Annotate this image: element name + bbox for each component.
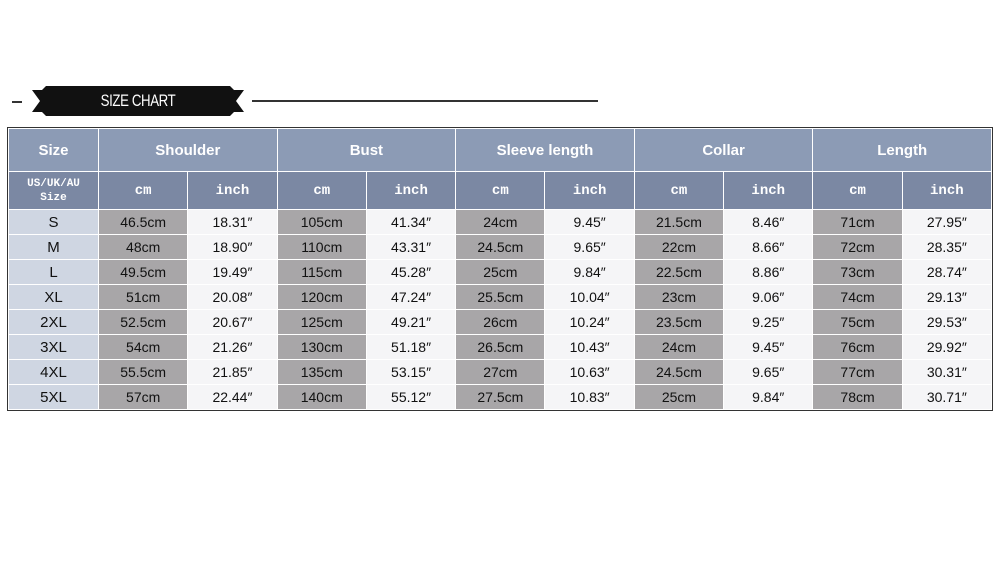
cm-value-cell: 27cm — [456, 360, 545, 385]
header-size-region — [9, 172, 99, 210]
inch-value-cell: 29.13″ — [902, 285, 991, 310]
unit-inch: inch — [545, 172, 634, 210]
size-cell: S — [9, 210, 99, 235]
unit-inch: inch — [724, 172, 813, 210]
unit-header-row — [9, 172, 992, 210]
size-chart-ribbon — [32, 86, 244, 116]
size-region-sublabel: Size — [40, 191, 67, 204]
size-chart-title: SIZE CHART — [100, 91, 176, 110]
table-row — [9, 210, 992, 235]
inch-value-cell: 28.35″ — [902, 235, 991, 260]
cm-value-cell: 73cm — [813, 260, 902, 285]
unit-inch: inch — [902, 172, 991, 210]
cm-value-cell: 26cm — [456, 310, 545, 335]
header-dash — [12, 101, 22, 103]
inch-value-cell: 10.24″ — [545, 310, 634, 335]
inch-value-cell: 10.63″ — [545, 360, 634, 385]
table-row — [9, 285, 992, 310]
inch-value-cell: 9.45″ — [545, 210, 634, 235]
inch-value-cell: 18.31″ — [188, 210, 277, 235]
table-row — [9, 235, 992, 260]
inch-value-cell: 51.18″ — [366, 335, 455, 360]
header-sleeve-length: Sleeve length — [456, 129, 635, 172]
cm-value-cell: 140cm — [277, 385, 366, 410]
inch-value-cell: 22.44″ — [188, 385, 277, 410]
inch-value-cell: 10.83″ — [545, 385, 634, 410]
cm-value-cell: 130cm — [277, 335, 366, 360]
inch-value-cell: 19.49″ — [188, 260, 277, 285]
table-row — [9, 260, 992, 285]
size-cell: L — [9, 260, 99, 285]
inch-value-cell: 29.92″ — [902, 335, 991, 360]
inch-value-cell: 41.34″ — [366, 210, 455, 235]
inch-value-cell: 9.84″ — [724, 385, 813, 410]
size-cell: M — [9, 235, 99, 260]
unit-cm: cm — [277, 172, 366, 210]
inch-value-cell: 9.25″ — [724, 310, 813, 335]
header-shoulder: Shoulder — [99, 129, 278, 172]
inch-value-cell: 27.95″ — [902, 210, 991, 235]
inch-value-cell: 49.21″ — [366, 310, 455, 335]
header-size: Size — [9, 129, 99, 172]
cm-value-cell: 27.5cm — [456, 385, 545, 410]
cm-value-cell: 25cm — [634, 385, 723, 410]
size-rows — [9, 210, 992, 410]
inch-value-cell: 20.08″ — [188, 285, 277, 310]
cm-value-cell: 57cm — [99, 385, 188, 410]
cm-value-cell: 135cm — [277, 360, 366, 385]
inch-value-cell: 9.65″ — [724, 360, 813, 385]
inch-value-cell: 8.86″ — [724, 260, 813, 285]
cm-value-cell: 25cm — [456, 260, 545, 285]
size-region-label: US/UK/AU — [27, 177, 80, 190]
inch-value-cell: 28.74″ — [902, 260, 991, 285]
inch-value-cell: 30.71″ — [902, 385, 991, 410]
size-cell: 4XL — [9, 360, 99, 385]
cm-value-cell: 115cm — [277, 260, 366, 285]
cm-value-cell: 24cm — [634, 335, 723, 360]
inch-value-cell: 30.31″ — [902, 360, 991, 385]
cm-value-cell: 23.5cm — [634, 310, 723, 335]
cm-value-cell: 26.5cm — [456, 335, 545, 360]
table-row — [9, 310, 992, 335]
cm-value-cell: 78cm — [813, 385, 902, 410]
cm-value-cell: 125cm — [277, 310, 366, 335]
table-row — [9, 360, 992, 385]
inch-value-cell: 47.24″ — [366, 285, 455, 310]
table-row — [9, 385, 992, 410]
unit-cm: cm — [634, 172, 723, 210]
unit-inch: inch — [188, 172, 277, 210]
cm-value-cell: 25.5cm — [456, 285, 545, 310]
inch-value-cell: 9.45″ — [724, 335, 813, 360]
header-rule — [252, 100, 598, 102]
cm-value-cell: 55.5cm — [99, 360, 188, 385]
cm-value-cell: 71cm — [813, 210, 902, 235]
header-bust: Bust — [277, 129, 456, 172]
header-length: Length — [813, 129, 992, 172]
size-cell: 5XL — [9, 385, 99, 410]
cm-value-cell: 120cm — [277, 285, 366, 310]
cm-value-cell: 52.5cm — [99, 310, 188, 335]
unit-cm: cm — [456, 172, 545, 210]
cm-value-cell: 24.5cm — [456, 235, 545, 260]
cm-value-cell: 24cm — [456, 210, 545, 235]
group-header-row — [9, 129, 992, 172]
inch-value-cell: 45.28″ — [366, 260, 455, 285]
size-cell: XL — [9, 285, 99, 310]
table-row — [9, 335, 992, 360]
cm-value-cell: 49.5cm — [99, 260, 188, 285]
cm-value-cell: 22.5cm — [634, 260, 723, 285]
inch-value-cell: 9.65″ — [545, 235, 634, 260]
inch-value-cell: 8.66″ — [724, 235, 813, 260]
inch-value-cell: 29.53″ — [902, 310, 991, 335]
cm-value-cell: 46.5cm — [99, 210, 188, 235]
inch-value-cell: 18.90″ — [188, 235, 277, 260]
inch-value-cell: 21.26″ — [188, 335, 277, 360]
size-chart-table — [7, 127, 993, 411]
inch-value-cell: 9.84″ — [545, 260, 634, 285]
cm-value-cell: 48cm — [99, 235, 188, 260]
unit-inch: inch — [366, 172, 455, 210]
inch-value-cell: 8.46″ — [724, 210, 813, 235]
inch-value-cell: 43.31″ — [366, 235, 455, 260]
cm-value-cell: 51cm — [99, 285, 188, 310]
cm-value-cell: 23cm — [634, 285, 723, 310]
inch-value-cell: 9.06″ — [724, 285, 813, 310]
cm-value-cell: 105cm — [277, 210, 366, 235]
inch-value-cell: 21.85″ — [188, 360, 277, 385]
cm-value-cell: 22cm — [634, 235, 723, 260]
inch-value-cell: 55.12″ — [366, 385, 455, 410]
cm-value-cell: 77cm — [813, 360, 902, 385]
inch-value-cell: 10.43″ — [545, 335, 634, 360]
cm-value-cell: 74cm — [813, 285, 902, 310]
cm-value-cell: 72cm — [813, 235, 902, 260]
unit-cm: cm — [813, 172, 902, 210]
inch-value-cell: 10.04″ — [545, 285, 634, 310]
size-cell: 3XL — [9, 335, 99, 360]
cm-value-cell: 110cm — [277, 235, 366, 260]
cm-value-cell: 75cm — [813, 310, 902, 335]
unit-cm: cm — [99, 172, 188, 210]
header-collar: Collar — [634, 129, 813, 172]
cm-value-cell: 54cm — [99, 335, 188, 360]
size-cell: 2XL — [9, 310, 99, 335]
cm-value-cell: 76cm — [813, 335, 902, 360]
inch-value-cell: 20.67″ — [188, 310, 277, 335]
cm-value-cell: 24.5cm — [634, 360, 723, 385]
inch-value-cell: 53.15″ — [366, 360, 455, 385]
cm-value-cell: 21.5cm — [634, 210, 723, 235]
